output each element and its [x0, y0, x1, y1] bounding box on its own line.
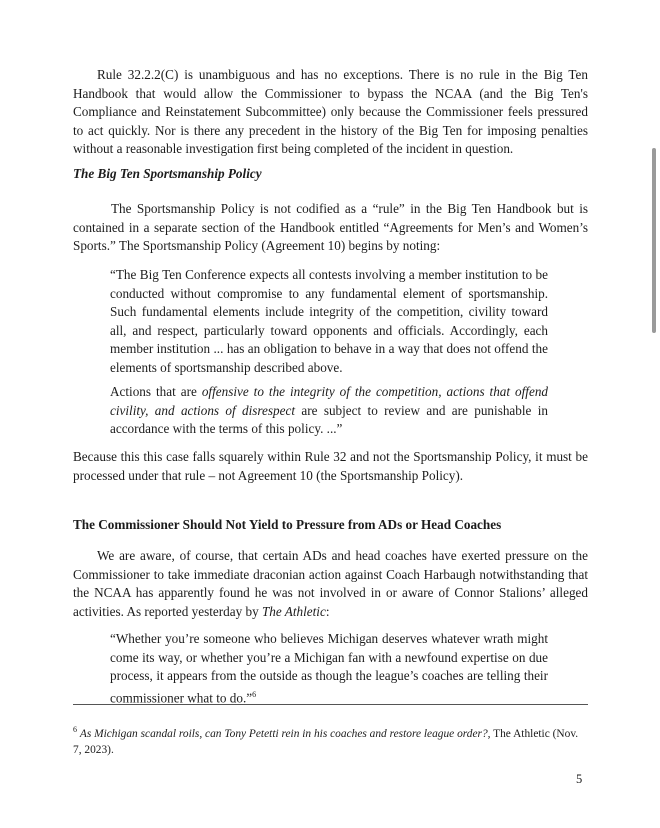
block-quote-sportsmanship-policy: “The Big Ten Conference expects all contests involving a member institution to be conducted without compromise to any fundamental element of sportsmanship. Such fundamental elements include integrity of the competition, civility toward all, and respect, particularly toward opponents and officials. Accordingly, each member institution ... has an obligation to behave in a way that does not offend the elements of sportsmanship described above. [110, 267, 548, 375]
footnote-6 [73, 722, 588, 758]
the-athletic-italic: The Athletic [261, 603, 326, 619]
section-heading-commissioner-pressure: The Commissioner Should Not Yield to Pressure from ADs or Head Coaches [73, 517, 502, 532]
paragraph-pressure [73, 547, 588, 621]
paragraph-pressure-text: We are aware, of course, that certain ADs and head coaches have exerted pressure on the Commissioner to take immediate draconian action against Coach Harbaugh notwithstanding that the NCAA has apparently found he was not involved in or aware of Connor Stalions’ alleged activities. As reported yesterday by [73, 548, 588, 619]
scrollbar[interactable] [652, 148, 656, 333]
quote-actions-italic: offensive to the integrity of the competition, actions that offend civility, and actions of disrespect [110, 384, 549, 418]
quote-athletic-text: “Whether you’re someone who believes Michigan deserves whatever wrath might come its way, or whether you’re a Michigan fan with a newfound expertise on due process, it appears from the outside as though the league’s coaches are telling their commissioner what to do.” [110, 631, 548, 706]
footnote-number: 6 [73, 725, 77, 734]
page-number: 5 [576, 772, 583, 786]
footnote-article-title: As Michigan scandal roils, can Tony Petetti rein in his coaches and restore league order?, [79, 727, 491, 740]
block-quote-the-athletic [110, 630, 548, 708]
paragraph-pressure-colon: : [325, 603, 330, 619]
footnote-reference: 6 [252, 689, 257, 699]
section-heading-sportsmanship-policy: The Big Ten Sportsmanship Policy [73, 166, 262, 181]
paragraph-rule-32-conclusion: Because this this case falls squarely within Rule 32 and not the Sportsmanship Policy, it must be processed under that rule – not Agreement 10 (the Sportsmanship Policy). [73, 449, 588, 483]
quote-actions-text-end: are subject to review and are punishable in accordance with the terms of this policy. ...” [110, 402, 548, 437]
paragraph-rule-32: Rule 32.2.2(C) is unambiguous and has no exceptions. There is no rule in the Big Ten Handbook that would allow the Commissioner to bypass the NCAA (and the Big Ten's Compliance and Reinstatement Subcommittee) only because the Commissioner feels pressured to act quickly. Nor is there any precedent in the history of the Big Ten for imposing penalties without a reasonable investigation first being completed of the incident in question. [73, 67, 588, 157]
quote-actions-text-start: Actions that are [110, 384, 202, 399]
footnote-source: The Athletic (Nov. 7, 2023). [73, 727, 579, 756]
paragraph-sportsmanship-intro: The Sportsmanship Policy is not codified as a “rule” in the Big Ten Handbook but is contained in a separate section of the Handbook entitled “Agreements for Men’s and Women’s Sports.” The Sportsmanship Policy (Agreement 10) begins by noting: [73, 201, 588, 254]
footnote-divider [73, 704, 588, 705]
block-quote-actions [110, 383, 548, 439]
